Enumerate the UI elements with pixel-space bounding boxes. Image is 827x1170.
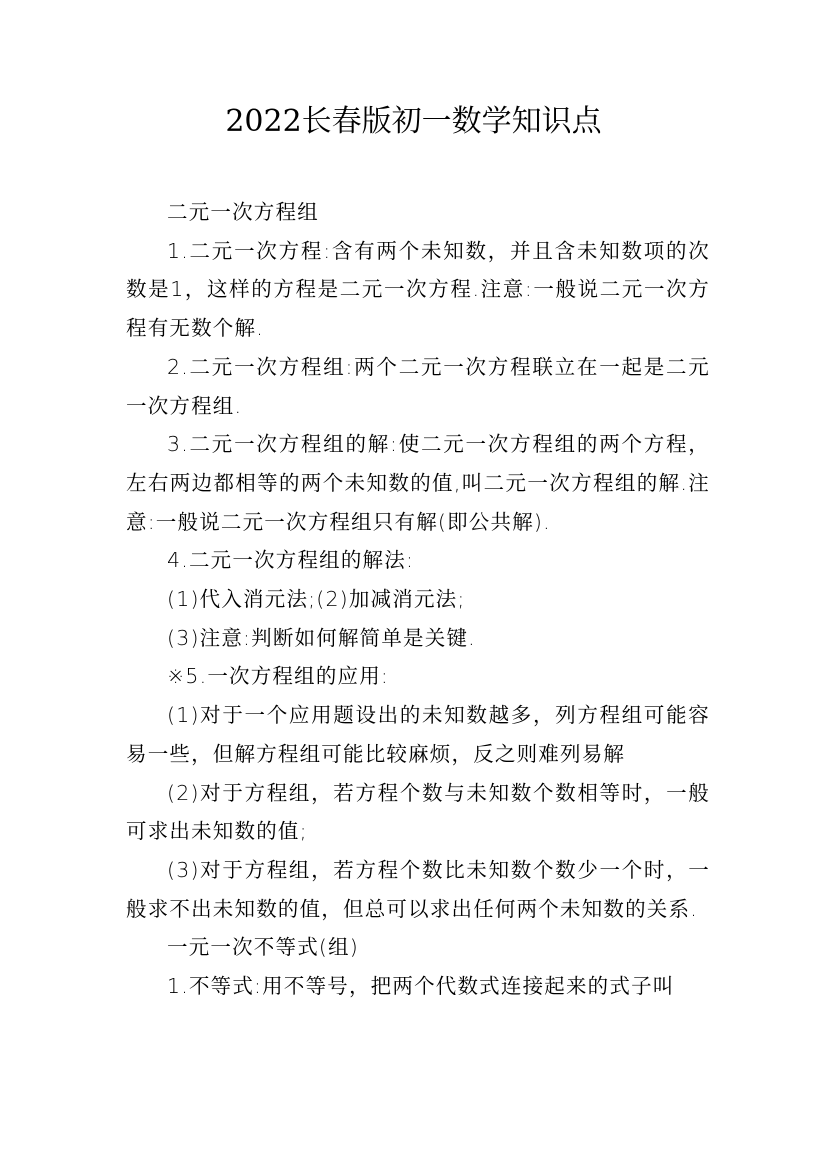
paragraph: 3.二元一次方程组的解:使二元一次方程组的两个方程，左右两边都相等的两个未知数的值,叫二元一次方程组的解.注意:一般说二元一次方程组只有解(即公共解). bbox=[126, 432, 710, 534]
section-heading-inequalities: 一元一次不等式(组) bbox=[167, 935, 359, 960]
section-heading-linear-equations: 二元一次方程组 bbox=[167, 200, 319, 224]
paragraph: ※5.一次方程组的应用: bbox=[167, 664, 390, 689]
paragraph: 1.二元一次方程:含有两个未知数，并且含未知数项的次数是1，这样的方程是二元一次方程.注意:一般说二元一次方程有无数个解. bbox=[126, 238, 710, 341]
document-body bbox=[126, 193, 710, 1006]
paragraph: (1)代入消元法;(2)加减消元法; bbox=[167, 587, 466, 612]
paragraph: (1)对于一个应用题设出的未知数越多，列方程组可能容易一些，但解方程组可能比较麻烦，反之则难列易解 bbox=[126, 703, 710, 766]
paragraph: (3)注意:判断如何解简单是关键. bbox=[167, 625, 476, 650]
paragraph: 1.不等式:用不等号，把两个代数式连接起来的式子叫 bbox=[167, 974, 675, 999]
paragraph: (2)对于方程组，若方程个数与未知数个数相等时，一般可求出未知数的值; bbox=[126, 780, 710, 844]
paragraph: 4.二元一次方程组的解法: bbox=[167, 548, 415, 573]
paragraph: (3)对于方程组，若方程个数比未知数个数少一个时，一般求不出未知数的值，但总可以求出任何两个未知数的关系. bbox=[126, 857, 710, 921]
document-title: 2022长春版初一数学知识点 bbox=[225, 104, 602, 139]
paragraph: 2.二元一次方程组:两个二元一次方程联立在一起是二元一次方程组. bbox=[126, 354, 710, 418]
